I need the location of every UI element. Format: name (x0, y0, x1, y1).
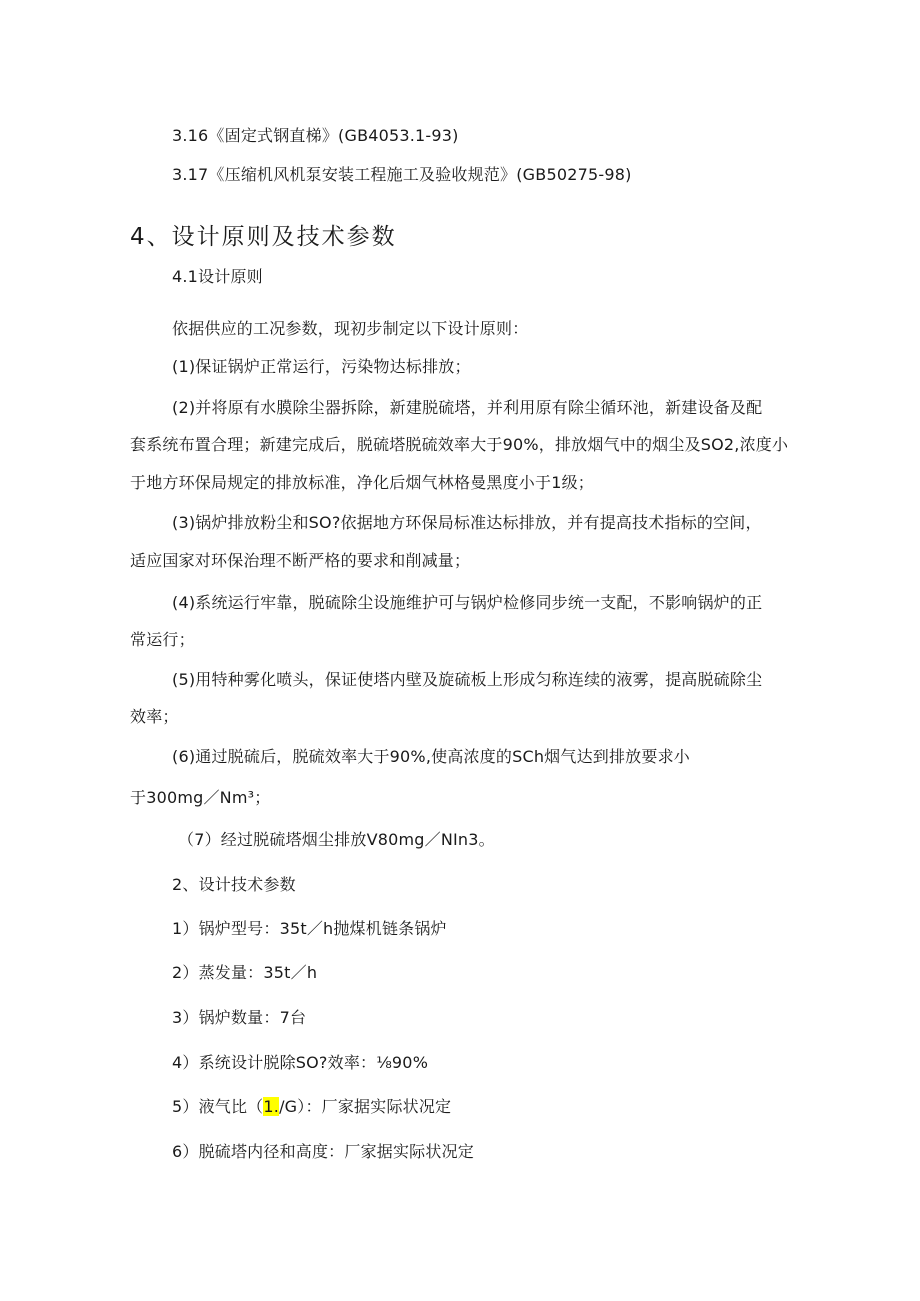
principle-4-line-2: 常运行； (130, 630, 195, 649)
param-liquid-gas-ratio-suffix: /G）：厂家据实际状况定 (279, 1097, 452, 1116)
param-tower-dimensions: 6）脱硫塔内径和高度：厂家据实际状况定 (172, 1142, 474, 1161)
subsection-heading-4-1: 4.1设计原则 (172, 267, 263, 286)
highlighted-text: 1. (263, 1097, 280, 1116)
principle-2-line-3: 于地方环保局规定的排放标准，净化后烟气林格曼黑度小于1级； (130, 473, 594, 492)
principle-3-line-2: 适应国家对环保治理不断严格的要求和削减量； (130, 551, 471, 570)
principle-5-line-1: (5)用特种雾化喷头，保证使塔内壁及旋硫板上形成匀称连续的液雾，提高脱硫除尘 (172, 670, 763, 689)
param-boiler-model: 1）锅炉型号：35t／h抛煤机链条锅炉 (172, 919, 447, 938)
principle-2-line-2: 套系统布置合理；新建完成后，脱硫塔脱硫效率大于90%，排放烟气中的烟尘及SO2,浓度小 (130, 435, 789, 454)
param-boiler-count: 3）锅炉数量：7台 (172, 1008, 307, 1027)
principle-2-line-1: (2)并将原有水膜除尘器拆除，新建脱硫塔，并利用原有除尘循环池，新建设备及配 (172, 398, 763, 417)
subsection-heading-2: 2、设计技术参数 (172, 875, 296, 894)
principle-5-line-2: 效率； (130, 707, 179, 726)
principle-7: （7）经过脱硫塔烟尘排放V80mg／NIn3。 (178, 830, 495, 849)
principle-6-line-2: 于300mg／Nm³； (130, 788, 271, 807)
param-liquid-gas-ratio (172, 1096, 451, 1118)
reference-3-16: 3.16《固定式钢直梯》(GB4053.1-93) (172, 126, 459, 145)
section-heading: 4、设计原则及技术参数 (130, 224, 397, 250)
principle-6-line-1: (6)通过脱硫后，脱硫效率大于90%,使高浓度的SCh烟气达到排放要求小 (172, 747, 690, 766)
principle-1: (1)保证锅炉正常运行，污染物达标排放； (172, 357, 471, 376)
intro-paragraph: 依据供应的工况参数，现初步制定以下设计原则： (172, 319, 529, 338)
reference-3-17: 3.17《压缩机风机泵安装工程施工及验收规范》(GB50275-98) (172, 165, 632, 184)
principle-3-line-1: (3)锅炉排放粉尘和SO?依据地方环保局标准达标排放，并有提高技术指标的空间， (172, 513, 762, 532)
param-so2-efficiency: 4）系统设计脱除SO?效率：⅛90% (172, 1053, 429, 1072)
param-evaporation: 2）蒸发量：35t／h (172, 963, 318, 982)
param-liquid-gas-ratio-prefix: 5）液气比（ (172, 1097, 264, 1116)
principle-4-line-1: (4)系统运行牢靠，脱硫除尘设施维护可与锅炉检修同步统一支配，不影响锅炉的正 (172, 593, 763, 612)
